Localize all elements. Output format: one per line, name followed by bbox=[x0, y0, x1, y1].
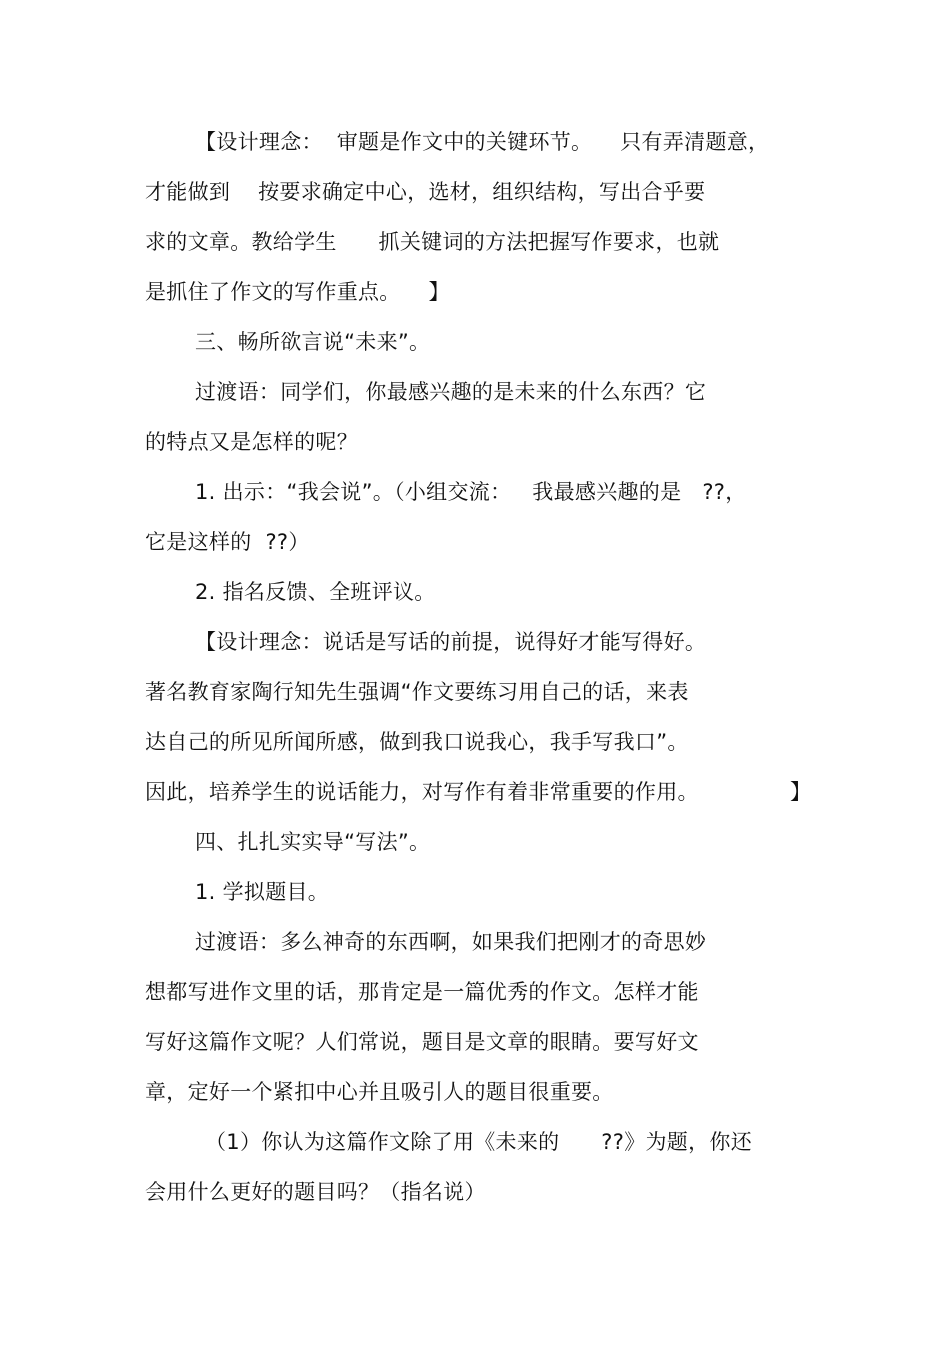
text-line: 因此，培养学生的说话能力，对写作有着非常重要的作用。 bbox=[145, 780, 699, 804]
text-line: 它是这样的 ??） bbox=[145, 530, 310, 554]
closing-bracket: 】 bbox=[790, 780, 812, 804]
text-line: 求的文章。教给学生 抓关键词的方法把握写作要求，也就 bbox=[145, 230, 720, 254]
text-line: 写好这篇作文呢？人们常说，题目是文章的眼睛。要写好文 bbox=[145, 1030, 699, 1054]
text-line: 才能做到 按要求确定中心，选材，组织结构，写出合乎要 bbox=[145, 180, 706, 204]
text-line: 会用什么更好的题目吗？（指名说） bbox=[145, 1180, 486, 1204]
text-line: 1. 学拟题目。 bbox=[195, 880, 330, 904]
text-line: 【设计理念：说话是写话的前提，说得好才能写得好。 bbox=[195, 630, 707, 654]
section-heading: 四、扎扎实实导“写法”。 bbox=[195, 830, 431, 854]
section-heading: 三、畅所欲言说“未来”。 bbox=[195, 330, 431, 354]
text-line: 【设计理念： 审题是作文中的关键环节。 只有弄清题意， bbox=[195, 130, 770, 154]
text-line: 著名教育家陶行知先生强调“作文要练习用自己的话，来表 bbox=[145, 680, 689, 704]
text-line: （1）你认为这篇作文除了用《未来的 ??》为题，你还 bbox=[205, 1130, 753, 1154]
text-line: 过渡语：多么神奇的东西啊，如果我们把刚才的奇思妙 bbox=[195, 930, 707, 954]
text-line: 是抓住了作文的写作重点。 】 bbox=[145, 280, 450, 304]
text-line: 1. 出示：“我会说”。（小组交流： 我最感兴趣的是 ??， bbox=[195, 480, 747, 504]
text-line: 的特点又是怎样的呢？ bbox=[145, 430, 358, 454]
text-line: 达自己的所见所闻所感，做到我口说我心，我手写我口”。 bbox=[145, 730, 689, 754]
text-line: 2. 指名反馈、全班评议。 bbox=[195, 580, 436, 604]
text-line: 过渡语：同学们，你最感兴趣的是未来的什么东西？它 bbox=[195, 380, 707, 404]
text-line: 章，定好一个紧扣中心并且吸引人的题目很重要。 bbox=[145, 1080, 614, 1104]
text-line: 想都写进作文里的话，那肯定是一篇优秀的作文。怎样才能 bbox=[145, 980, 699, 1004]
